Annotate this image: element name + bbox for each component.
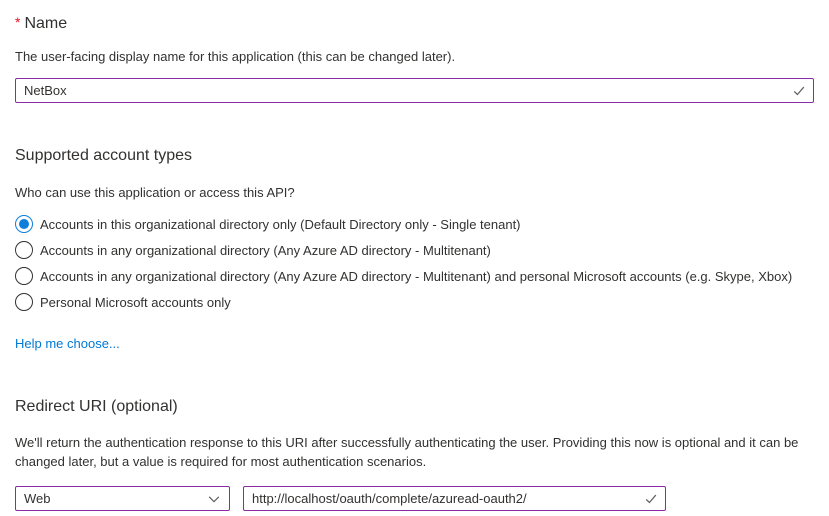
platform-selected-value: Web	[24, 491, 51, 506]
radio-option-multitenant-personal[interactable]	[15, 263, 814, 289]
account-types-title: Supported account types	[15, 147, 193, 164]
redirect-uri-title: Redirect URI (optional)	[15, 398, 178, 415]
radio-option-personal-only[interactable]	[15, 289, 814, 315]
radio-button-icon[interactable]	[15, 293, 33, 311]
radio-option-multitenant[interactable]	[15, 237, 814, 263]
name-title-text: Name	[24, 15, 68, 32]
radio-option-single-tenant[interactable]	[15, 211, 814, 237]
name-input[interactable]	[15, 78, 814, 103]
uri-field-wrap	[243, 486, 666, 511]
supported-account-types-section	[15, 146, 814, 353]
name-field-wrap	[15, 78, 814, 103]
account-types-radio-group	[15, 211, 814, 315]
radio-button-icon[interactable]	[15, 215, 33, 233]
platform-select[interactable]	[15, 486, 230, 511]
radio-button-icon[interactable]	[15, 267, 33, 285]
name-section	[15, 12, 814, 103]
chevron-down-icon	[207, 492, 221, 506]
redirect-uri-row	[15, 486, 814, 511]
help-me-choose-link[interactable]: Help me choose...	[15, 336, 120, 351]
radio-option-label: Accounts in any organizational directory (Any Azure AD directory - Multitenant) and personal Microsoft accounts (e.g. Skype, Xbox)	[40, 268, 793, 284]
radio-option-label: Personal Microsoft accounts only	[40, 294, 231, 310]
redirect-uri-input[interactable]	[243, 486, 666, 511]
required-asterisk: *	[15, 14, 21, 30]
redirect-uri-section	[15, 397, 814, 511]
radio-button-icon[interactable]	[15, 241, 33, 259]
redirect-uri-description: We'll return the authentication response to this URI after successfully authenticating the user. Providing this now is optional and it can be changed later, but a value is required for most authentication scenarios.	[15, 435, 799, 469]
name-description: The user-facing display name for this application (this can be changed later).	[15, 49, 456, 64]
radio-option-label: Accounts in any organizational directory (Any Azure AD directory - Multitenant)	[40, 242, 491, 258]
account-types-question: Who can use this application or access this API?	[15, 185, 295, 200]
name-section-title	[15, 12, 814, 34]
radio-option-label: Accounts in this organizational directory only (Default Directory only - Single tenant)	[40, 216, 521, 232]
